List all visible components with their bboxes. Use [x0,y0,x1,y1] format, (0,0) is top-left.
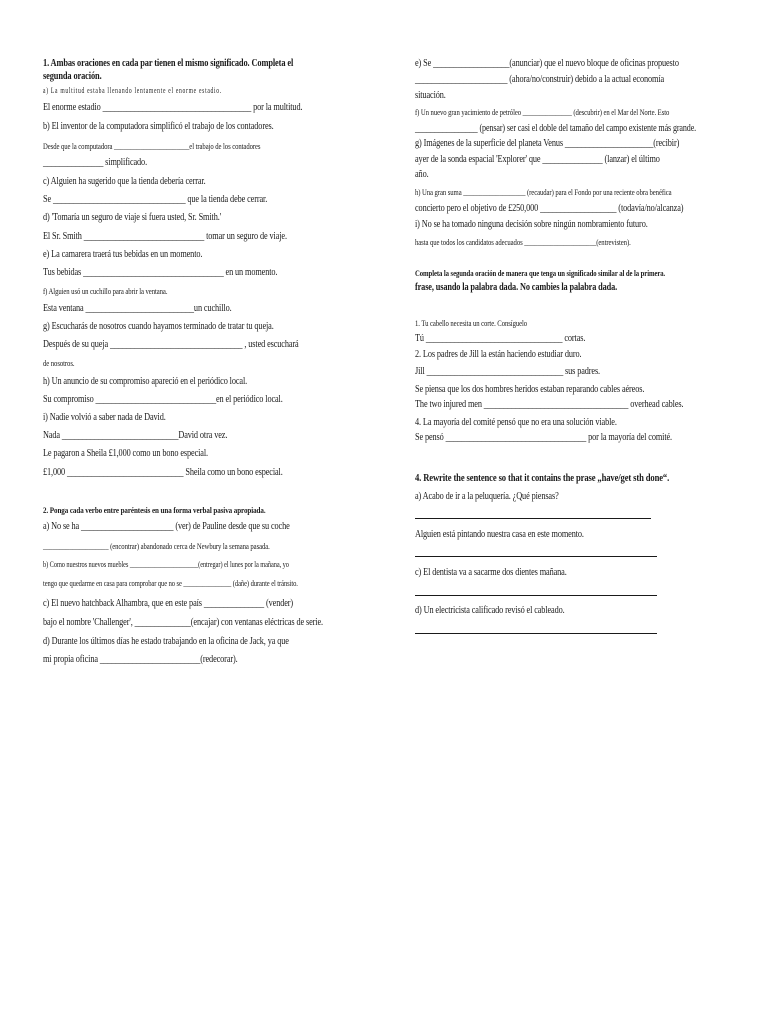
exercise-line: 1. Tu cabello necesita un corte. Consíguelo [415,318,528,328]
exercise-line: ayer de la sonda espacial 'Explorer' que _______________ (lanzar) el último [415,154,660,165]
section4-heading: 4. Rewrite the sentence so that it contains the prase „have/get sth done“. [415,473,670,484]
exercise-line: d) 'Tomaría un seguro de viaje si fuera usted, Sr. Smith.' [43,212,222,223]
exercise-line: _______________________ (ahora/no/construir) debido a la actual economía [415,74,665,85]
exercise-line: El enorme estadio _____________________________________ por la multitud. [43,102,303,113]
answer-line[interactable] [415,633,657,634]
exercise-line: Jill __________________________________ sus padres. [415,366,601,377]
exercise-line: b) Como nuestros nuevos muebles ______________________(entregar) el lunes por la mañana, yo [43,559,289,569]
exercise-line: _______________ simplificado. [43,157,148,168]
exercise-line: e) La camarera traerá tus bebidas en un momento. [43,249,203,260]
exercise-line: h) Un anuncio de su compromiso apareció en el periódico local. [43,376,248,387]
exercise-line: hasta que todos los candidatos adecuados ______________________(entrevisten). [415,237,631,247]
exercise-line: f) Alguien usó un cuchillo para abrir la ventana. [43,286,168,296]
exercise-line: Esta ventana ___________________________un cuchillo. [43,303,232,314]
exercise-line: ____________________ (encontrar) abandonado cerca de Newbury la semana pasada. [43,541,270,551]
exercise-line: Nada _____________________________David otra vez. [43,430,228,441]
exercise-line: a) La multitud estaba llenando lentamente el enorme estadio. [43,85,222,95]
section1-heading-line2: segunda oración. [43,71,102,82]
exercise-line: Se _________________________________ que la tienda debe cerrar. [43,194,268,205]
exercise-line: Tus bebidas ___________________________________ en un momento. [43,267,278,278]
exercise-line: tengo que quedarme en casa para comprobar que no se _______________ (dañe) durante el tránsito. [43,578,298,588]
exercise-line: f) Un nuevo gran yacimiento de petróleo _______________ (descubrir) en el Mar del Norte. Esto [415,107,670,117]
section3-heading-line1: Completa la segunda oración de manera que tenga un significado similar al de la primera. [415,268,666,278]
exercise-line: i) No se ha tomado ninguna decisión sobre ningún nombramiento futuro. [415,219,648,230]
exercise-line: e) Se ___________________(anunciar) que el nuevo bloque de oficinas propuesto [415,58,679,69]
exercise-line: Tú __________________________________ cortas. [415,333,586,344]
answer-line[interactable] [415,595,657,596]
exercise-line: Le pagaron a Sheila £1,000 como un bono especial. [43,448,208,459]
exercise-line: de nosotros. [43,358,75,368]
exercise-line: ________________ (pensar) ser casi el doble del tamaño del campo existente más grande. [415,123,697,134]
exercise-line: d) Durante los últimos días he estado trabajando en la oficina de Jack, ya que [43,636,289,647]
exercise-line: g) Escucharás de nosotros cuando hayamos terminado de tratar tu queja. [43,321,274,332]
exercise-line: 4. La mayoría del comité pensó que no era una solución viable. [415,417,617,428]
exercise-line: a) No se ha _______________________ (ver) de Pauline desde que su coche [43,521,290,532]
exercise-line: g) Imágenes de la superficie del planeta Venus ______________________(recibir) [415,138,680,149]
section2-heading: 2. Ponga cada verbo entre paréntesis en una forma verbal pasiva apropiada. [43,505,266,515]
exercise-line: concierto pero el objetivo de £250,000 ___________________ (todavía/no/alcanza) [415,203,684,214]
exercise-line: Después de su queja _________________________________ , usted escuchará [43,339,299,350]
exercise-line: c) El nuevo hatchback Alhambra, que en este país _______________ (vender) [43,598,294,609]
exercise-line: £1,000 _____________________________ Sheila como un bono especial. [43,467,283,478]
exercise-line: c) Alguien ha sugerido que la tienda debería cerrar. [43,176,206,187]
exercise-line: Su compromiso ______________________________en el periódico local. [43,394,283,405]
exercise-line: h) Una gran suma ___________________ (recaudar) para el Fondo por una reciente obra benéfica [415,187,672,197]
exercise-line: Alguien está pintando nuestra casa en este momento. [415,529,584,540]
exercise-line: situación. [415,90,446,101]
exercise-line: b) El inventor de la computadora simplificó el trabajo de los contadores. [43,121,274,132]
exercise-line: The two injured men ____________________________________ overhead cables. [415,399,684,410]
exercise-line: Desde que la computadora _______________________el trabajo de los contadores [43,141,261,151]
section1-heading-line1: 1. Ambas oraciones en cada par tienen el mismo significado. Completa el [43,58,294,69]
exercise-line: 2. Los padres de Jill la están haciendo estudiar duro. [415,349,582,360]
exercise-line: i) Nadie volvió a saber nada de David. [43,412,166,423]
exercise-line: año. [415,169,429,180]
exercise-line: mi propia oficina _________________________(redecorar). [43,654,238,665]
exercise-line: Se pensó ___________________________________ por la mayoría del comité. [415,432,672,443]
exercise-line: a) Acabo de ir a la peluquería. ¿Qué piensas? [415,491,559,502]
exercise-line: d) Un electricista calificado revisó el cableado. [415,605,565,616]
exercise-line: Se piensa que los dos hombres heridos estaban reparando cables aéreos. [415,384,645,395]
exercise-line: bajo el nombre 'Challenger', ______________(encajar) con ventanas eléctricas de serie. [43,617,323,628]
exercise-line: c) El dentista va a sacarme dos dientes mañana. [415,567,567,578]
answer-line[interactable] [415,556,657,557]
exercise-line: El Sr. Smith ______________________________ tomar un seguro de viaje. [43,231,287,242]
section3-heading-line2: frase, usando la palabra dada. No cambies la palabra dada. [415,282,618,293]
answer-line[interactable] [415,518,651,519]
